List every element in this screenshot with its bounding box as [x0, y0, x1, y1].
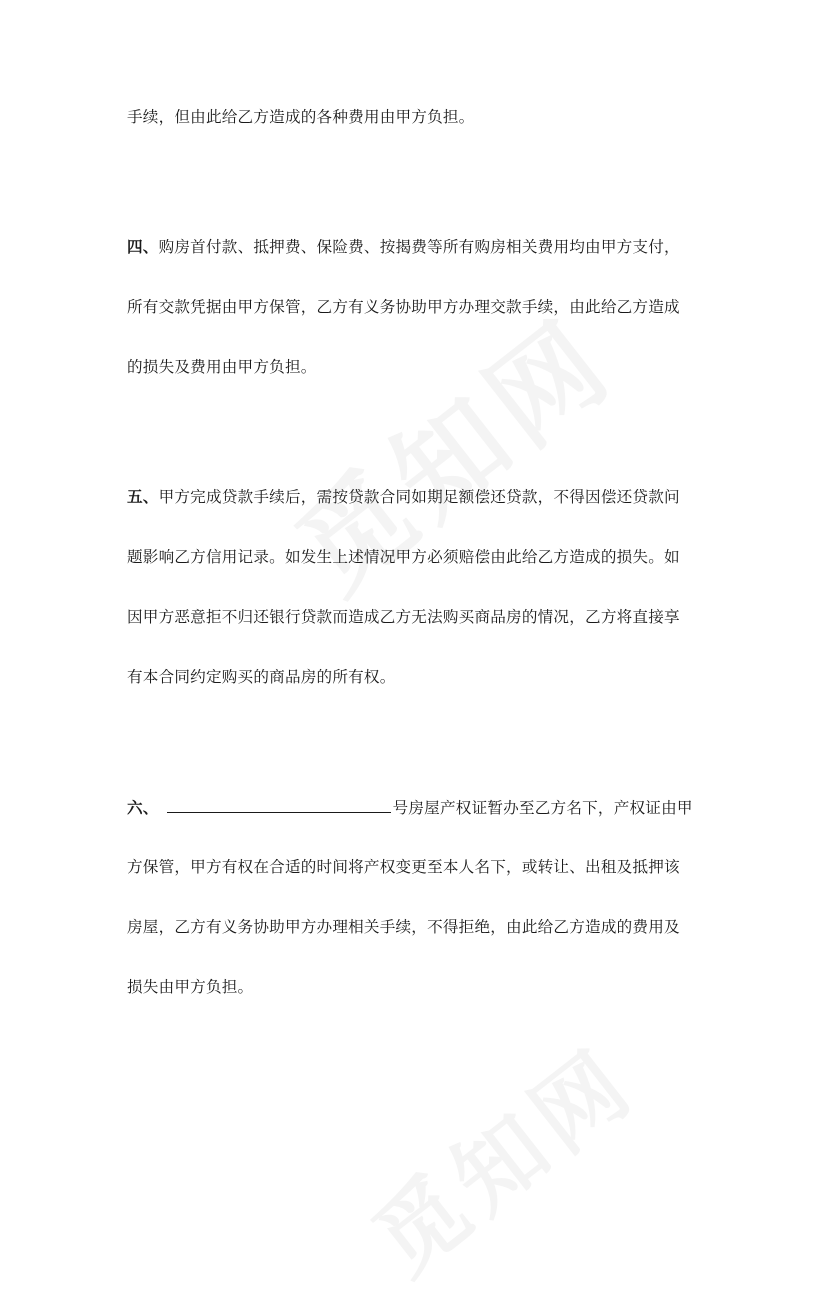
clause6-number: 六、	[127, 798, 159, 817]
clause5-line-4: 有本合同约定购买的商品房的所有权。	[127, 668, 396, 686]
clause5-number: 五、	[127, 487, 159, 506]
clause4-line-2: 所有交款凭据由甲方保管，乙方有义务协助甲方办理交款手续，由此给乙方造成	[127, 298, 680, 316]
watermark-logo	[342, 1011, 658, 1298]
clause5-line-2: 题影响乙方信用记录。如发生上述情况甲方必须赔偿由此给乙方造成的损失。如	[127, 548, 680, 566]
watermark-logo	[260, 276, 641, 622]
clause5-text: 甲方完成贷款手续后，需按贷款合同如期足额偿还贷款，不得因偿还贷款问	[158, 488, 680, 506]
clause5-line-1	[127, 486, 707, 508]
clause4-line-3: 的损失及费用由甲方负担。	[127, 358, 317, 376]
clause4-text: 购房首付款、抵押费、保险费、按揭费等所有购房相关费用均由甲方支付，	[158, 238, 680, 256]
clause6-line-1	[127, 796, 707, 819]
fill-in-blank[interactable]	[167, 796, 391, 813]
clause6-line-3: 房屋，乙方有义务协助甲方办理相关手续，不得拒绝，由此给乙方造成的费用及	[127, 918, 680, 936]
clause4-number: 四、	[127, 237, 159, 256]
clause6-line-2: 方保管，甲方有权在合适的时间将产权变更至本人名下，或转让、出租及抵押该	[127, 858, 680, 876]
clause3-line-1: 手续，但由此给乙方造成的各种费用由甲方负担。	[127, 108, 475, 126]
clause6-line-4: 损失由甲方负担。	[127, 978, 254, 996]
clause4-line-1	[127, 236, 707, 258]
clause6-text: 号房屋产权证暂办至乙方名下，产权证由甲	[392, 799, 693, 817]
clause5-line-3: 因甲方恶意拒不归还银行贷款而造成乙方无法购买商品房的情况，乙方将直接享	[127, 608, 680, 626]
